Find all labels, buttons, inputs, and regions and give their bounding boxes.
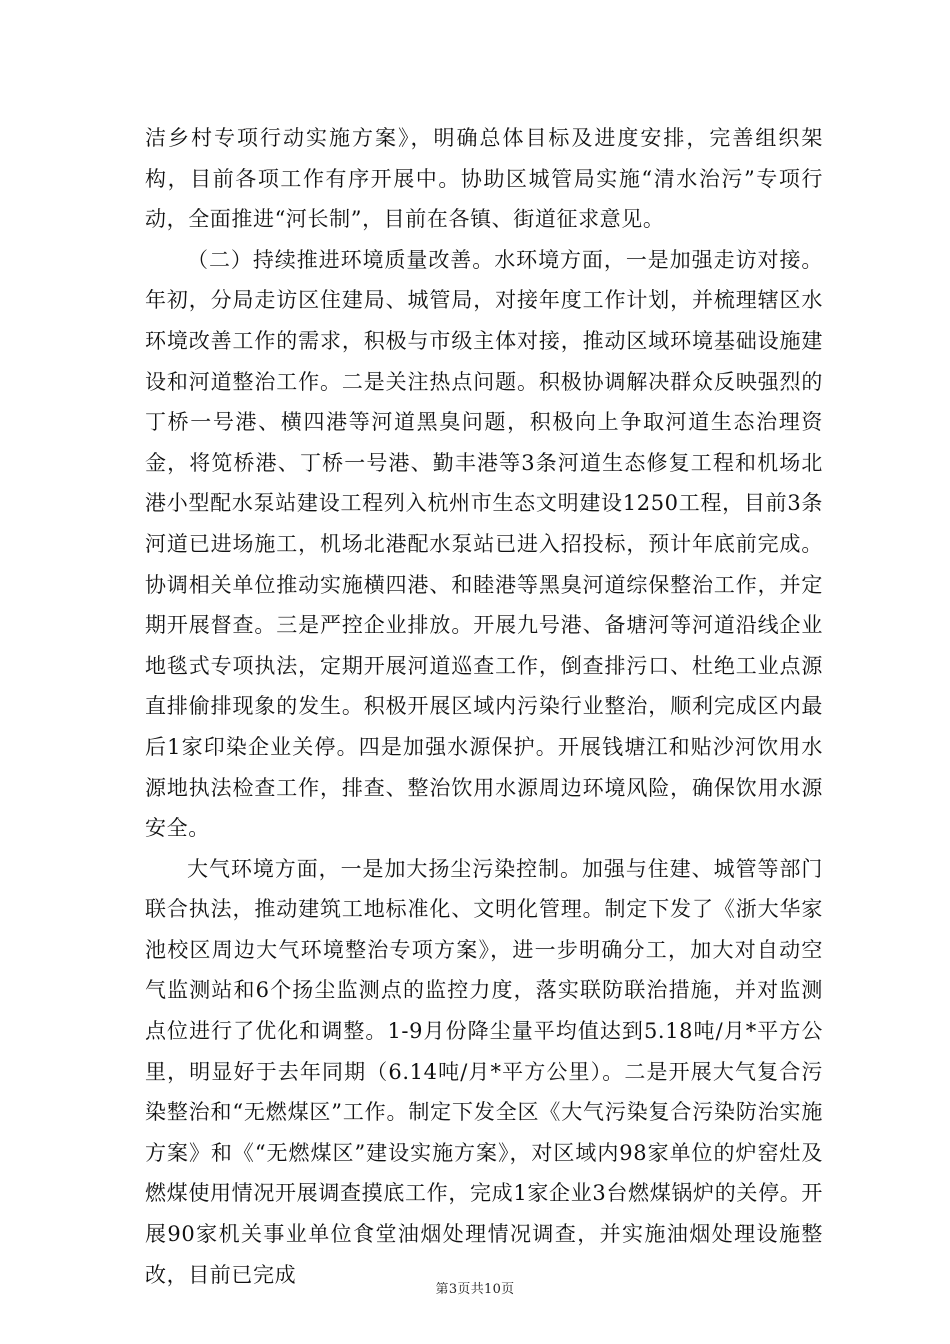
page-number-footer: 第3页共10页 — [435, 1282, 515, 1297]
body-text — [145, 118, 823, 1295]
paragraph-environment-quality: （二）持续推进环境质量改善。水环境方面，一是加强走访对接。年初，分局走访区住建局、城管局，对接年度工作计划，并梳理辖区水环境改善工作的需求，积极与市级主体对接，推动区域环境基础设施建设和河道整治工作。二是关注热点问题。积极协调解决群众反映强烈的丁桥一号港、横四港等河道黑臭问题，积极向上争取河道生态治理资金，将笕桥港、丁桥一号港、勤丰港等3条河道生态修复工程和机场北港小型配水泵站建设工程列入杭州市生态文明建设1250工程，目前3条河道已进场施工，机场北港配水泵站已进入招投标，预计年底前完成。协调相关单位推动实施横四港、和睦港等黑臭河道综保整治工作，并定期开展督查。三是严控企业排放。开展九号港、备塘河等河道沿线企业地毯式专项执法，定期开展河道巡查工作，倒查排污口、杜绝工业点源直排偷排现象的发生。积极开展区域内污染行业整治，顺利完成区内最后1家印染企业关停。四是加强水源保护。开展钱塘江和贴沙河饮用水源地执法检查工作，排查、整治饮用水源周边环境风险，确保饮用水源安全。 — [145, 247, 823, 841]
paragraph-air-environment: 大气环境方面，一是加大扬尘污染控制。加强与住建、城管等部门联合执法，推动建筑工地标准化、文明化管理。制定下发了《浙大华家池校区周边大气环境整治专项方案》，进一步明确分工，加大对自动空气监测站和6个扬尘监测点的监控力度，落实联防联治措施，并对监测点位进行了优化和调整。1-9月份降尘量平均值达到5.18吨/月*平方公里，明显好于去年同期（6.14吨/月*平方公里）。二是开展大气复合污染整治和“无燃煤区”工作。制定下发全区《大气污染复合污染防治实施方案》和《“无燃煤区”建设实施方案》，对区域内98家单位的炉窑灶及燃煤使用情况开展调查摸底工作，完成1家企业3台燃煤锅炉的关停。开展90家机关事业单位食堂油烟处理情况调查，并实施油烟处理设施整改，目前已完成 — [145, 856, 823, 1287]
paragraph-continued: 洁乡村专项行动实施方案》，明确总体目标及进度安排，完善组织架构，目前各项工作有序开展中。协助区城管局实施“清水治污”专项行动，全面推进“河长制”，目前在各镇、街道征求意见。 — [145, 126, 823, 232]
